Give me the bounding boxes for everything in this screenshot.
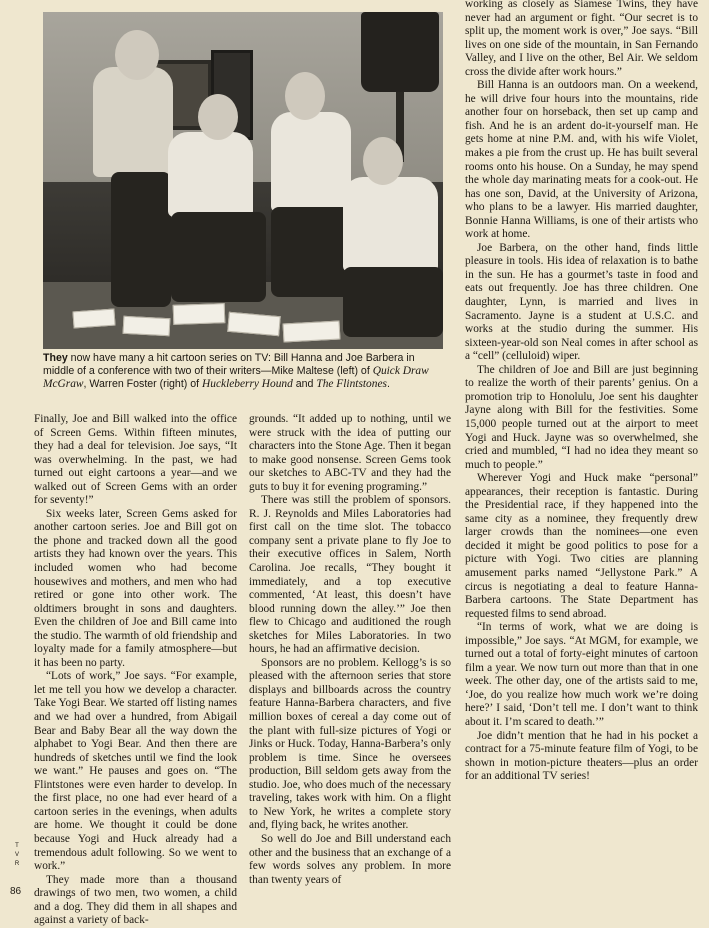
photo-person-left xyxy=(93,67,173,177)
photo-sketch xyxy=(72,309,115,329)
paragraph: grounds. “It added up to nothing, until we were struck with the idea of putting our characters into the Stone Age. Then it began to make good nonsense. Screen Gems took our sketches to ABC-TV and they had the guts to buy it for evening programing.” xyxy=(249,413,451,493)
photo-person-center-right xyxy=(271,112,351,212)
paragraph: working as closely as Siamese Twins, they have never had an argument or fight. “Our secret is to split up, the moment work is over,” Joe says. “Bill lives on one side of the mountain, in San Fernando Valley, and I live on the other, Bel Air. We seldom cross the divide after work hours.” xyxy=(465,0,698,78)
photo-sketch xyxy=(283,321,341,343)
caption-show-title: The Flintstones xyxy=(316,378,387,391)
caption-lead: They xyxy=(43,352,68,364)
magazine-sidebar-mark: T V R xyxy=(14,843,20,867)
article-photo xyxy=(43,12,443,349)
photo-lamp-shade xyxy=(361,12,439,92)
paragraph: Joe didn’t mention that he had in his pocket a contract for a 75-minute feature film of Yogi, to be shown in motion-picture theaters—plus an order for an additional TV series! xyxy=(465,729,698,783)
caption-show-title: Quick Draw McGraw xyxy=(43,365,429,391)
photo-person-right xyxy=(343,177,438,272)
article-column-2 xyxy=(249,413,451,887)
paragraph: Six weeks later, Screen Gems asked for another cartoon series. Joe and Bill got on the phone and tracked down all the good artists they had known over the years. This included women who had become housewives and mothers, and men who had retired or gone into other work. The oldtimers brought in sons and daughters. Even the children of Joe and Bill came into the studio. The warmth of old friendship and loyalty made for a family atmosphere—but it has been no party. xyxy=(34,507,237,669)
paragraph: “Lots of work,” Joe says. “For example, let me tell you how we develop a character. Take Yogi Bear. We started off listing names and we had over a hundred, from Abigail Bear and Baby Bear all the way down the alphabet to Yogi Bear. And then there are hundreds of sketches until we find the look we want.” He pauses and goes on. “The Flintstones were even harder to develop. In the first place, no one had ever heard of a cartoon series in the evenings, when adults are home. We thought it could be done because Yogi and Huck already had a tremendous adult following. So we went to work.” xyxy=(34,670,237,873)
paragraph: Wherever Yogi and Huck make “personal” appearances, their reception is fantastic. During the Presidential race, if they happened into the same city as a nominee, they frequently drew larger crowds than the nominees—one even decided it might be good politics to pose for a picture with Yogi. Two cities are planning amusement parks named “Jellystone Park.” A circus is negotiating a deal to feature Hanna-Barbera cartoons. The State Department has requested films to send abroad. xyxy=(465,472,698,620)
photo-sketch xyxy=(123,316,171,336)
photo-caption: They now have many a hit cartoon series on TV: Bill Hanna and Joe Barbera in middle of a conference with two of their writers—Mike Maltese (left) of Quick Draw McGraw, Warren Foster (right) of Huckleberry Hound and The Flintstones. xyxy=(43,352,429,391)
paragraph: “In terms of work, what we are doing is impossible,” Joe says. “At MGM, for example, we turned out a total of forty-eight minutes of cartoon film a year. We now turn out more than that in one week. The other day, one of the artists said to me, ‘Joe, do you realize how much work we’re doing here?’ I said, ‘Don’t tell me. I don’t want to think about it. I’m scared to death.’” xyxy=(465,621,698,728)
paragraph: There was still the problem of sponsors. R. J. Reynolds and Miles Laboratories had first call on the time slot. The tobacco company sent a private plane to fly Joe to their executive offices in Salem, North Carolina. Joe recalls, “They bought it immediately, and a top executive commented, ‘At least, this doesn’t have blood running down the alley.’” Joe then flew to Chicago and auditioned the rough sketches for Miles Laboratories. In two hours, he had an affirmative decision. xyxy=(249,494,451,656)
paragraph: Sponsors are no problem. Kellogg’s is so pleased with the afternoon series that store displays and billboards across the country feature Hanna-Barbera characters, and five million boxes of cereal a day come out of the plant with full-size pictures of Yogi or Jinks or Huck. Today, Hanna-Barbera’s only problem is time. Since he oversees production, Bill seldom gets away from the studio. Joe, who does much of the necessary traveling, takes work with him. On a flight to New York, he writes a complete story and, flying back, he writes another. xyxy=(249,656,451,832)
article-column-1 xyxy=(34,413,237,928)
article-column-3 xyxy=(465,0,698,784)
paragraph: So well do Joe and Bill understand each other and the business that an exchange of a few words solves any problem. In more than twenty years of xyxy=(249,832,451,886)
paragraph: Finally, Joe and Bill walked into the office of Screen Gems. Within fifteen minutes, they had a deal for television. Joe says, “It was overwhelming. In the past, we had turned out eight cartoons a year—and we walked out of Screen Gems with an order for seventy!” xyxy=(34,413,237,507)
paragraph: The children of Joe and Bill are just beginning to realize the worth of their parents’ genius. On a promotion trip to Honolulu, Joe sent his daughter Jayne along with Bill for the festivities. Some 15,000 people turned out at the airport to meet Yogi and Huck. Jayne was so overwhelmed, she cried and mumbled, “I had no idea they meant so much to people.” xyxy=(465,363,698,471)
page-number: 86 xyxy=(10,886,22,897)
photo-person-center-left xyxy=(168,132,253,217)
paragraph: Bill Hanna is an outdoors man. On a weekend, he will drive four hours into the mountains, ride another four on horseback, then set up camp and fish. And he is an ardent do-it-yourself man. He gets home at nine P.M. and, with his wife Violet, makes a pie from the crust up. He has built several rooms onto his house. On a Sunday, he may spend the whole day marinating meats for a cook-out. He has one son, David, at the University of Arizona, who plans to be a lawyer. His married daughter, Bonnie Hanna Williams, is one of their artists who work at home. xyxy=(465,79,698,241)
paragraph: They made more than a thousand drawings of two men, two women, a child and a dog. They did them in all shapes and against a variety of back- xyxy=(34,873,237,927)
photo-sketch xyxy=(173,303,226,325)
caption-show-title: Huckleberry Hound xyxy=(202,378,293,391)
paragraph: Joe Barbera, on the other hand, finds little pleasure in tools. His idea of relaxation is to bathe in the sun. He has a gourmet’s taste in food and eats out frequently. Joe has three children. One daughter, Lynn, is married and lives in Sacramento. Jayne is a student at U.S.C. and works at the studio during the summer. His sixteen-year-old son Neal comes in after school as a “cell” (celluloid) wiper. xyxy=(465,241,698,363)
